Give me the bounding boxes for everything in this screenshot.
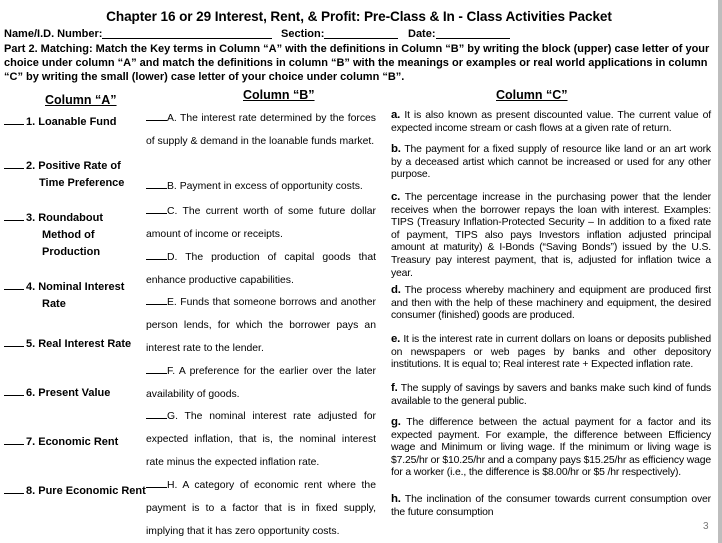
definition-g: G. The nominal interest rate adjusted for expected inflation, that is, the nominal interest rate minus the expected inflation rate. [146, 406, 376, 474]
answer-blank[interactable] [4, 433, 24, 445]
term-6: 6. Present Value [4, 384, 110, 402]
answer-blank[interactable] [146, 248, 167, 260]
name-field[interactable]: Name/I.D. Number: [4, 28, 102, 40]
answer-blank[interactable] [4, 482, 24, 494]
column-a-heading: Column “A” [45, 93, 117, 107]
answer-blank[interactable] [146, 362, 167, 374]
answer-blank[interactable] [146, 407, 167, 419]
instructions: Part 2. Matching: Match the Key terms in Column “A” with the definitions in Column “B” by writing the block (upper) case letter of your choice under column “A” and match the definitions in column “B” with the meanings or examples or real world applications in column “C” by writing the small (lower) case letter of your choice under column “B”. [4, 43, 710, 83]
definition-c: C. The current worth of some future dollar amount of income or receipts. [146, 201, 376, 247]
section-field[interactable]: Section: [281, 28, 324, 40]
answer-blank[interactable] [4, 209, 24, 221]
page-title: Chapter 16 or 29 Interest, Rent, & Profit: Pre-Class & In - Class Activities Packet [106, 9, 612, 24]
answer-blank[interactable] [146, 202, 167, 214]
meaning-c: c. The percentage increase in the purchasing power that the lender receives when the borrower repays the loan with interest. Examples: TIPS (Treasury Inflation-Protected Security – In addition to a fixed rate of payment, TIPS also pays Investors inflation adjusted principal amount at maturity) & I-Bonds (“Saving Bonds”) issued by the U.S. Treasury pay interest payment, that is, adjusted for inflation twice a year. [391, 191, 711, 279]
term-8: 8. Pure Economic Rent [4, 482, 146, 500]
term-1: 1. Loanable Fund [4, 113, 116, 131]
term-5: 5. Real Interest Rate [4, 335, 131, 353]
date-field[interactable]: Date: [408, 28, 436, 40]
definition-a: A. The interest rate determined by the forces of supply & demand in the loanable funds market. [146, 108, 376, 154]
meaning-a: a. It is also known as present discounted value. The current value of expected income stream or cash flows at a given rate of return. [391, 109, 711, 134]
page-number: 3 [703, 521, 709, 532]
meaning-g: g. The difference between the actual payment for a factor and its expected payment. For example, the difference between Efficiency wage and Minimum or living wage. If the minimum or living wage is $7.25/hr or $10.25/hr and a company pays $15.25/hr as efficiency wage for a worker (i.e., the difference is $8.00/hr or $5 /hr respectively). [391, 416, 711, 479]
term-2: 2. Positive Rate of Time Preference [4, 157, 124, 192]
answer-blank[interactable] [4, 335, 24, 347]
definition-f: F. A preference for the earlier over the later availability of goods. [146, 361, 376, 407]
term-3: 3. Roundabout Method of Production [4, 209, 103, 261]
definition-d: D. The production of capital goods that enhance productive capabilities. [146, 247, 376, 293]
meaning-f: f. The supply of savings by savers and banks make such kind of funds available to the general public. [391, 382, 711, 407]
answer-blank[interactable] [4, 113, 24, 125]
definition-h: H. A category of economic rent where the payment is to a factor that is in fixed supply, implying that it has zero opportunity costs. [146, 475, 376, 543]
answer-blank[interactable] [4, 278, 24, 290]
term-7: 7. Economic Rent [4, 433, 118, 451]
answer-blank[interactable] [146, 109, 167, 121]
answer-blank[interactable] [4, 384, 24, 396]
column-c-heading: Column “C” [496, 88, 568, 102]
meaning-h: h. The inclination of the consumer towards current consumption over the future consumption [391, 493, 711, 518]
meaning-e: e. It is the interest rate in current dollars on loans or deposits published on newspapers or web pages by banks and other depository institutions. It is equal to; Real interest rate + Expected inflation rate. [391, 333, 711, 371]
definition-e: E. Funds that someone borrows and another person lends, for which the borrower pays an interest rate to the lender. [146, 292, 376, 360]
answer-blank[interactable] [146, 476, 167, 488]
scrollbar[interactable] [718, 0, 722, 543]
column-b-heading: Column “B” [243, 88, 315, 102]
term-4: 4. Nominal Interest Rate [4, 278, 124, 313]
definition-b: B. Payment in excess of opportunity costs. [146, 176, 376, 199]
meaning-d: d. The process whereby machinery and equipment are produced first and then with the help of these machinery and equipment, the desired consumer (finished) goods are produced. [391, 284, 711, 322]
answer-blank[interactable] [146, 293, 167, 305]
answer-blank[interactable] [4, 157, 24, 169]
answer-blank[interactable] [146, 177, 167, 189]
meaning-b: b. The payment for a fixed supply of resource like land or an art work by a deceased artist which cannot be increased or used for any other purpose. [391, 143, 711, 181]
